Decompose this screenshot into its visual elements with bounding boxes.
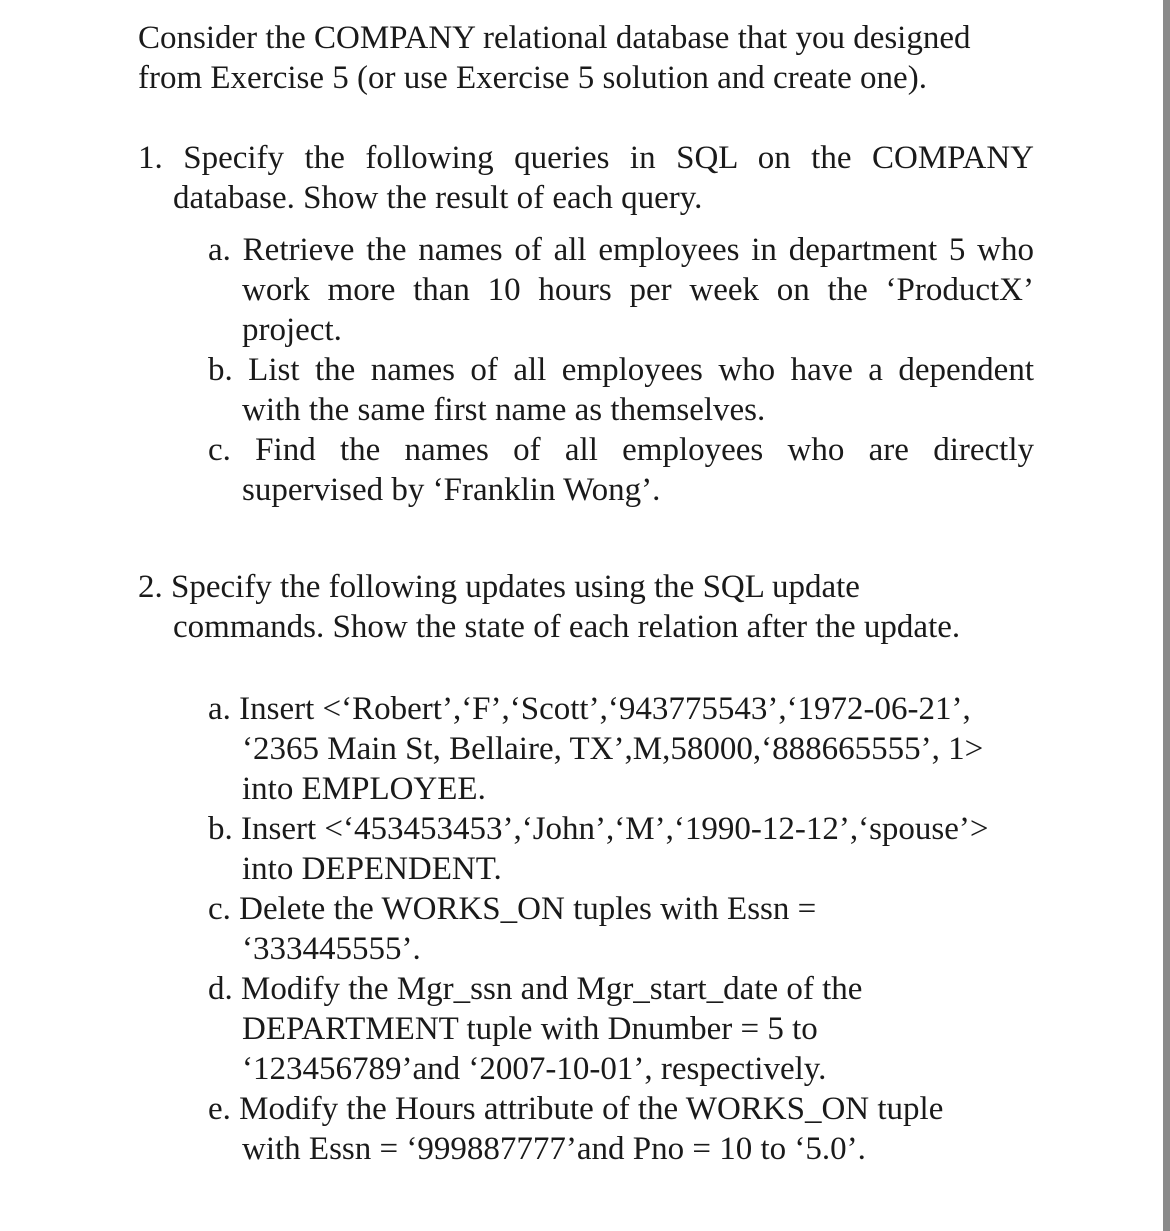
question-2-line: commands. Show the state of each relation after the update.	[173, 609, 961, 645]
intro-line: Consider the COMPANY relational database that you designed	[138, 20, 971, 56]
question-1-line: 1. Specify the following queries in SQL on the COMPANY	[138, 140, 1034, 176]
sub-item-line: a. Retrieve the names of all employees in department 5 who	[208, 232, 1034, 268]
sub-item-line: supervised by ‘Franklin Wong’.	[242, 472, 661, 508]
sub-item-line: DEPARTMENT tuple with Dnumber = 5 to	[242, 1011, 818, 1047]
sub-item-line: b. List the names of all employees who have a dependent	[208, 352, 1034, 388]
sub-item-line: ‘123456789’and ‘2007-10-01’, respectively.	[242, 1051, 827, 1087]
sub-item-line: e. Modify the Hours attribute of the WORKS_ON tuple	[208, 1091, 944, 1127]
sub-item-line: b. Insert <‘453453453’,‘John’,‘M’,‘1990-12-12’,‘spouse’>	[208, 811, 989, 847]
question-1a	[138, 230, 1034, 350]
sub-item-line: project.	[242, 312, 342, 348]
document-page	[138, 18, 1034, 1169]
question-1-line: database. Show the result of each query.	[173, 180, 703, 216]
question-1c	[138, 430, 1034, 510]
intro-line: from Exercise 5 (or use Exercise 5 solution and create one).	[138, 60, 927, 96]
question-2b	[138, 809, 1034, 889]
question-2e	[138, 1089, 1034, 1169]
sub-item-line: c. Delete the WORKS_ON tuples with Essn =	[208, 891, 817, 927]
sub-item-line: d. Modify the Mgr_ssn and Mgr_start_date of the	[208, 971, 863, 1007]
sub-item-line: a. Insert <‘Robert’,‘F’,‘Scott’,‘943775543’,‘1972-06-21’,	[208, 691, 971, 727]
intro-paragraph	[138, 18, 1034, 98]
sub-item-line: ‘2365 Main St, Bellaire, TX’,M,58000,‘888665555’, 1>	[242, 731, 984, 767]
question-2-line: 2. Specify the following updates using the SQL update	[138, 569, 860, 605]
sub-item-line: ‘333445555’.	[242, 931, 421, 967]
question-2	[138, 567, 1034, 1169]
sub-item-line: into DEPENDENT.	[242, 851, 502, 887]
sub-item-line: work more than 10 hours per week on the ‘ProductX’	[242, 272, 1034, 308]
question-1	[138, 138, 1034, 510]
sub-item-line: c. Find the names of all employees who are directly	[208, 432, 1034, 468]
page-edge-divider	[1163, 0, 1170, 1231]
question-2c	[138, 889, 1034, 969]
question-2a	[138, 689, 1034, 809]
sub-item-line: with Essn = ‘999887777’and Pno = 10 to ‘5.0’.	[242, 1131, 866, 1167]
question-2d	[138, 969, 1034, 1089]
sub-item-line: with the same first name as themselves.	[242, 392, 766, 428]
question-1b	[138, 350, 1034, 430]
sub-item-line: into EMPLOYEE.	[242, 771, 486, 807]
